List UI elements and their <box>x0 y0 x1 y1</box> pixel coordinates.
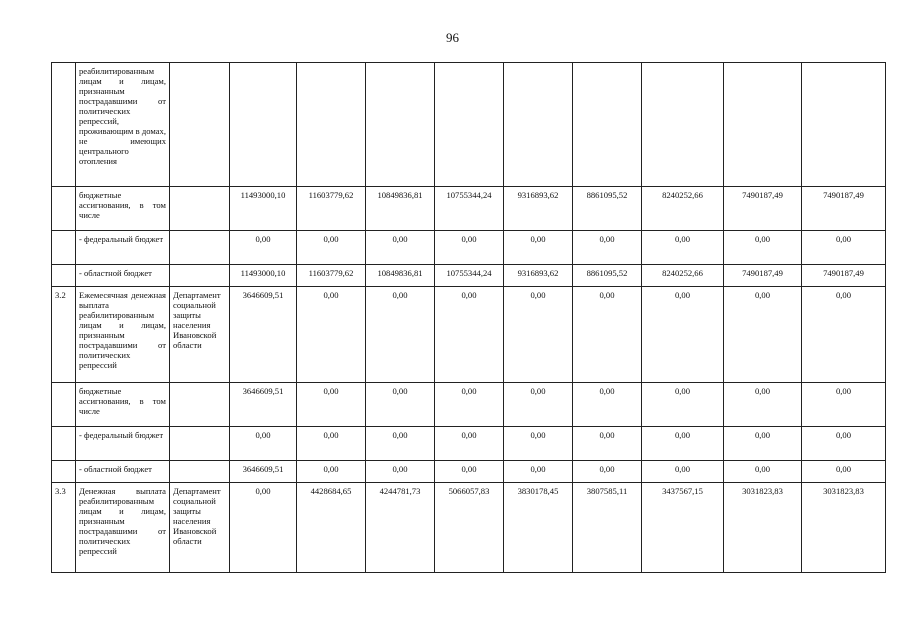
row-value-cell: 0,00 <box>504 427 573 461</box>
row-value-cell: 0,00 <box>230 427 297 461</box>
row-value-cell: 4244781,73 <box>366 483 435 573</box>
table-row <box>52 427 886 461</box>
row-value-cell: 0,00 <box>802 427 886 461</box>
row-value-cell: 0,00 <box>642 383 724 427</box>
row-value-cell: 0,00 <box>802 461 886 483</box>
row-value-cell: 0,00 <box>504 383 573 427</box>
row-value-cell: 0,00 <box>366 287 435 383</box>
row-name-cell: - федеральный бюджет <box>76 231 170 265</box>
row-value-cell: 0,00 <box>435 383 504 427</box>
row-value-cell: 0,00 <box>573 231 642 265</box>
row-value-cell: 0,00 <box>435 461 504 483</box>
row-code-cell <box>52 187 76 231</box>
page-number: 96 <box>446 30 459 45</box>
row-code-cell: 3.2 <box>52 287 76 383</box>
row-responsible-cell <box>170 231 230 265</box>
row-code-cell <box>52 461 76 483</box>
row-code-cell <box>52 231 76 265</box>
row-value-cell: 3031823,83 <box>724 483 802 573</box>
row-responsible-cell: Департамент социальной защиты населения Ивановской области <box>170 483 230 573</box>
row-value-cell: 0,00 <box>573 461 642 483</box>
row-code-cell <box>52 265 76 287</box>
row-value-cell: 3807585,11 <box>573 483 642 573</box>
row-value-cell: 10755344,24 <box>435 187 504 231</box>
row-value-cell <box>435 63 504 187</box>
row-responsible-cell <box>170 383 230 427</box>
row-value-cell: 7490187,49 <box>724 187 802 231</box>
row-value-cell: 11493000,10 <box>230 265 297 287</box>
row-value-cell: 0,00 <box>435 231 504 265</box>
row-value-cell: 0,00 <box>642 287 724 383</box>
row-value-cell: 0,00 <box>642 427 724 461</box>
row-name-cell: - областной бюджет <box>76 461 170 483</box>
row-value-cell: 0,00 <box>297 427 366 461</box>
row-name-cell: Денежная выплата реабилитированным лицам и лицам, признанным пострадавшими от политических репрессий <box>76 483 170 573</box>
row-value-cell: 5066057,83 <box>435 483 504 573</box>
row-value-cell: 0,00 <box>724 231 802 265</box>
row-value-cell: 0,00 <box>724 287 802 383</box>
row-value-cell: 4428684,65 <box>297 483 366 573</box>
table-row <box>52 265 886 287</box>
row-value-cell: 11603779,62 <box>297 187 366 231</box>
row-value-cell: 0,00 <box>724 461 802 483</box>
row-value-cell: 10755344,24 <box>435 265 504 287</box>
row-responsible-cell <box>170 187 230 231</box>
row-value-cell <box>724 63 802 187</box>
row-code-cell <box>52 63 76 187</box>
row-name-cell: Ежемесячная денежная выплата реабилитированным лицам и лицам, признанным пострадавшими от политических репрессий <box>76 287 170 383</box>
row-value-cell <box>802 63 886 187</box>
row-responsible-cell <box>170 63 230 187</box>
row-value-cell <box>297 63 366 187</box>
row-value-cell: 9316893,62 <box>504 187 573 231</box>
row-value-cell: 3437567,15 <box>642 483 724 573</box>
table-row <box>52 483 886 573</box>
row-value-cell <box>642 63 724 187</box>
row-value-cell <box>573 63 642 187</box>
row-responsible-cell <box>170 427 230 461</box>
row-value-cell: 0,00 <box>802 287 886 383</box>
table-row <box>52 63 886 187</box>
row-value-cell: 0,00 <box>366 231 435 265</box>
row-value-cell: 0,00 <box>573 427 642 461</box>
row-value-cell: 0,00 <box>230 483 297 573</box>
row-value-cell: 10849836,81 <box>366 265 435 287</box>
row-value-cell: 7490187,49 <box>802 265 886 287</box>
row-value-cell: 8861095,52 <box>573 187 642 231</box>
row-value-cell: 0,00 <box>504 231 573 265</box>
row-value-cell: 3031823,83 <box>802 483 886 573</box>
row-value-cell: 0,00 <box>573 383 642 427</box>
row-value-cell: 0,00 <box>366 461 435 483</box>
row-responsible-cell <box>170 265 230 287</box>
row-value-cell: 0,00 <box>504 287 573 383</box>
row-value-cell: 7490187,49 <box>802 187 886 231</box>
row-value-cell: 3646609,51 <box>230 287 297 383</box>
row-code-cell: 3.3 <box>52 483 76 573</box>
row-responsible-cell <box>170 461 230 483</box>
row-value-cell <box>230 63 297 187</box>
row-value-cell: 0,00 <box>297 383 366 427</box>
row-value-cell <box>504 63 573 187</box>
row-value-cell: 3646609,51 <box>230 461 297 483</box>
row-value-cell: 3646609,51 <box>230 383 297 427</box>
row-value-cell: 0,00 <box>230 231 297 265</box>
row-value-cell: 0,00 <box>297 461 366 483</box>
table-row <box>52 231 886 265</box>
row-name-cell: реабилитированным лицам и лицам, признанным пострадавшими от политических репрессий, проживающим в домах, не имеющих центрального отопления <box>76 63 170 187</box>
row-value-cell: 0,00 <box>297 231 366 265</box>
row-value-cell: 0,00 <box>724 383 802 427</box>
row-value-cell: 0,00 <box>297 287 366 383</box>
row-name-cell: - федеральный бюджет <box>76 427 170 461</box>
row-name-cell: - областной бюджет <box>76 265 170 287</box>
row-value-cell: 10849836,81 <box>366 187 435 231</box>
row-value-cell: 11603779,62 <box>297 265 366 287</box>
row-value-cell: 0,00 <box>573 287 642 383</box>
row-name-cell: бюджетные ассигнования, в том числе <box>76 187 170 231</box>
row-value-cell: 0,00 <box>366 383 435 427</box>
table-row <box>52 461 886 483</box>
row-value-cell: 11493000,10 <box>230 187 297 231</box>
table-row <box>52 383 886 427</box>
budget-table <box>51 62 886 573</box>
row-value-cell: 9316893,62 <box>504 265 573 287</box>
row-value-cell: 0,00 <box>642 231 724 265</box>
row-value-cell: 3830178,45 <box>504 483 573 573</box>
row-value-cell: 8240252,66 <box>642 187 724 231</box>
row-value-cell: 0,00 <box>642 461 724 483</box>
row-value-cell: 0,00 <box>802 231 886 265</box>
row-value-cell: 7490187,49 <box>724 265 802 287</box>
row-value-cell: 8240252,66 <box>642 265 724 287</box>
row-code-cell <box>52 427 76 461</box>
row-value-cell: 0,00 <box>435 427 504 461</box>
row-responsible-cell: Департамент социальной защиты населения Ивановской области <box>170 287 230 383</box>
row-value-cell: 0,00 <box>366 427 435 461</box>
row-value-cell: 8861095,52 <box>573 265 642 287</box>
row-code-cell <box>52 383 76 427</box>
row-value-cell <box>366 63 435 187</box>
row-value-cell: 0,00 <box>724 427 802 461</box>
row-value-cell: 0,00 <box>504 461 573 483</box>
row-value-cell: 0,00 <box>435 287 504 383</box>
row-name-cell: бюджетные ассигнования, в том числе <box>76 383 170 427</box>
row-value-cell: 0,00 <box>802 383 886 427</box>
table-row <box>52 187 886 231</box>
table-row <box>52 287 886 383</box>
